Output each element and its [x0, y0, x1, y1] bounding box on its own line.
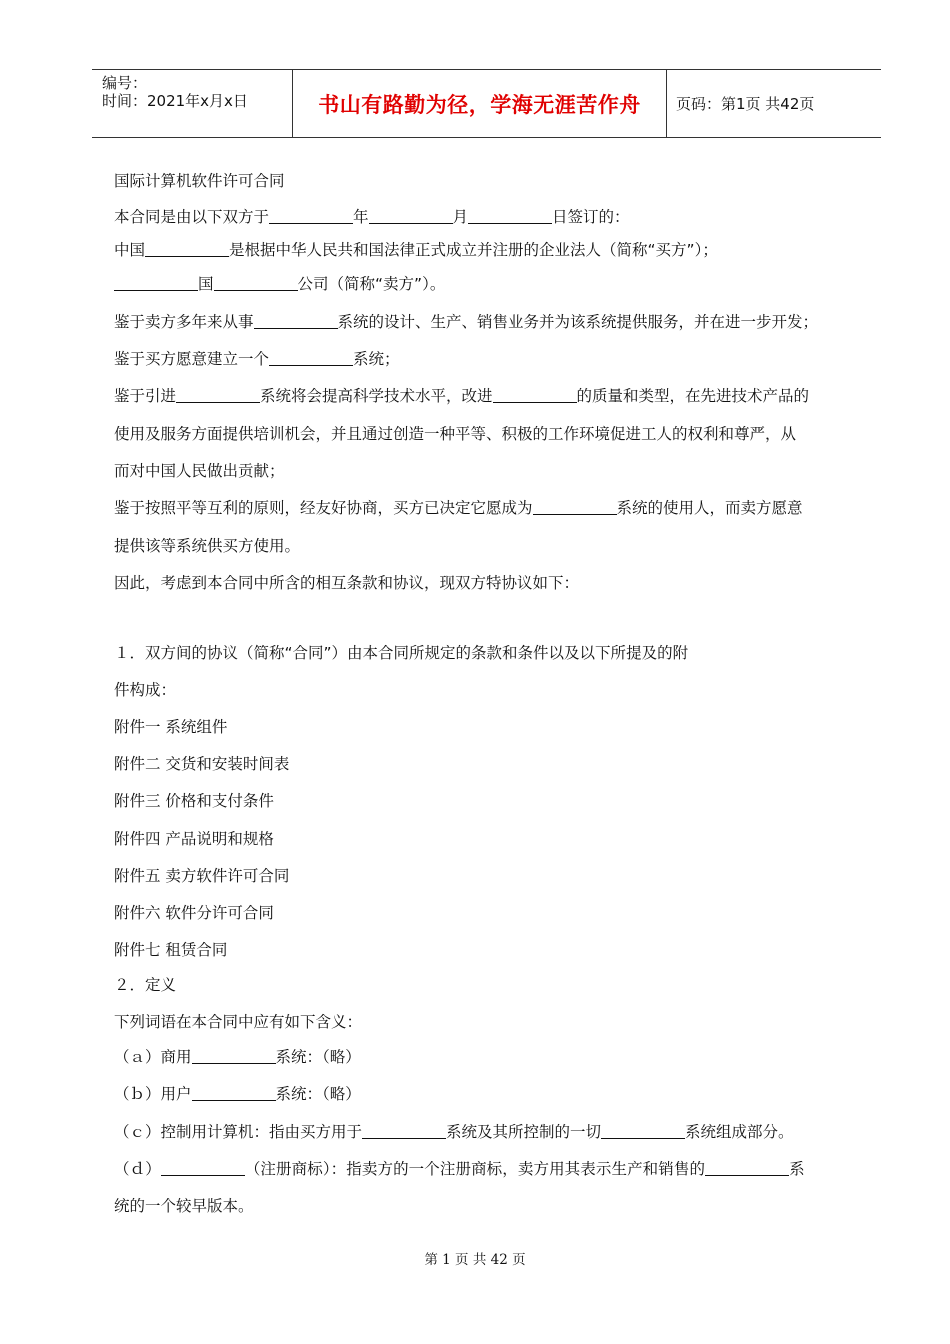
motto-text: 书山有路勤为径，学海无涯苦作舟: [318, 91, 641, 117]
blank-underline: [192, 1047, 276, 1064]
contract-line: [114, 903, 274, 923]
contract-line: [114, 1196, 254, 1216]
contract-line: [114, 1084, 361, 1104]
line-text: 系统：（略）: [275, 1085, 361, 1103]
line-text: 鉴于按照平等互利的原则，经友好协商，买方已决定它愿成为: [114, 499, 533, 517]
contract-line: [114, 498, 803, 518]
contract-line: [114, 424, 796, 444]
contract-line: [114, 791, 274, 811]
blank-underline: [269, 207, 353, 224]
header-meta: [92, 70, 292, 137]
line-text: （ｂ）用户: [114, 1085, 192, 1103]
line-text: 因此，考虑到本合同中所含的相互条款和协议，现双方特协议如下：: [114, 574, 580, 592]
blank-underline: [192, 1084, 276, 1101]
blank-underline: [369, 207, 453, 224]
line-text: 日签订的：: [552, 208, 630, 226]
contract-line: [114, 940, 227, 960]
line-text: 是根据中华人民共和国法律正式成立并注册的企业法人（简称“买方”）；: [229, 241, 718, 259]
contract-line: [114, 274, 445, 294]
line-text: 系统：（略）: [275, 1048, 361, 1066]
line-text: （ａ）商用: [114, 1048, 192, 1066]
line-text: 系统组成部分。: [685, 1123, 794, 1141]
blank-underline: [176, 386, 260, 403]
line-text: 鉴于买方愿意建立一个: [114, 350, 270, 368]
line-text: 鉴于引进: [114, 387, 177, 405]
line-text: 提供该等系统供买方使用。: [114, 537, 301, 555]
blank-underline: [269, 349, 353, 366]
line-text: 使用及服务方面提供培训机会，并且通过创造一种平等、积极的工作环境促进工人的权利和尊严，从: [114, 425, 797, 443]
line-text: １．双方间的协议（简称“合同”）由本合同所规定的条款和条件以及以下所提及的附: [114, 644, 689, 662]
contract-line: [114, 461, 285, 481]
contract-line: [114, 643, 688, 663]
line-text: （注册商标）：指卖方的一个注册商标，卖方用其表示生产和销售的: [244, 1160, 706, 1178]
header-motto-cell: [292, 70, 667, 137]
line-text: （ｄ）: [114, 1160, 161, 1178]
line-text: 系统；: [353, 350, 400, 368]
blank-underline: [705, 1159, 789, 1176]
time-label: 时间：2021年x月x日: [102, 92, 248, 110]
line-text: 附件一 系统组件: [114, 718, 228, 736]
line-text: 统的一个较早版本。: [114, 1197, 254, 1215]
contract-line: [114, 1122, 794, 1142]
contract-line: [114, 975, 176, 995]
line-text: 而对中国人民做出贡献；: [114, 462, 285, 480]
line-text: ２．定义: [114, 976, 177, 994]
line-text: 附件五 卖方软件许可合同: [114, 867, 290, 885]
blank-underline: [214, 274, 298, 291]
line-text: 附件七 租赁合同: [114, 941, 228, 959]
blank-underline: [493, 386, 577, 403]
contract-line: [114, 1047, 361, 1067]
line-text: 公司（简称“卖方”）。: [297, 275, 446, 293]
page-footer: 第 1 页 共 42 页: [424, 1252, 526, 1268]
page-header: [92, 69, 881, 138]
contract-line: [114, 207, 630, 227]
document-title: 国际计算机软件许可合同: [114, 172, 285, 190]
line-text: 附件六 软件分许可合同: [114, 904, 274, 922]
serial-label: 编号：: [102, 74, 148, 92]
line-text: （ｃ）控制用计算机：指由买方用于: [114, 1123, 363, 1141]
line-text: 中国: [114, 241, 146, 259]
line-text: 系统的设计、生产、销售业务并为该系统提供服务，并在进一步开发；: [337, 313, 819, 331]
line-text: 国: [198, 275, 214, 293]
contract-line: [114, 754, 289, 774]
line-text: 系统将会提高科学技术水平，改进: [260, 387, 493, 405]
line-text: 件构成：: [114, 681, 177, 699]
blank-underline: [362, 1122, 446, 1139]
line-text: 鉴于卖方多年来从事: [114, 313, 254, 331]
line-text: 附件三 价格和支付条件: [114, 792, 274, 810]
blank-underline: [114, 274, 198, 291]
line-text: 月: [452, 208, 469, 226]
line-text: 年: [353, 208, 369, 226]
contract-line: [114, 866, 289, 886]
contract-line: [114, 312, 818, 332]
blank-underline: [161, 1159, 245, 1176]
contract-line: [114, 386, 809, 406]
contract-line: [114, 349, 400, 369]
contract-line: [114, 1159, 805, 1179]
line-text: 下列词语在本合同中应有如下含义：: [114, 1013, 363, 1031]
contract-line: [114, 717, 227, 737]
line-text: 系: [789, 1160, 805, 1178]
contract-line: [114, 573, 579, 593]
page-info: 页码：第1页 共42页: [676, 94, 815, 113]
contract-line: [114, 1012, 362, 1032]
contract-line: [114, 680, 176, 700]
line-text: 的质量和类型，在先进技术产品的: [576, 387, 810, 405]
line-text: 附件二 交货和安装时间表: [114, 755, 290, 773]
line-text: 系统的使用人，而卖方愿意: [616, 499, 803, 517]
header-page-cell: [666, 70, 881, 137]
line-text: 系统及其所控制的一切: [446, 1123, 602, 1141]
blank-underline: [533, 498, 617, 515]
line-text: 附件四 产品说明和规格: [114, 830, 274, 848]
contract-line: [114, 536, 300, 556]
blank-underline: [254, 312, 338, 329]
blank-underline: [145, 240, 229, 257]
contract-line: [114, 829, 274, 849]
contract-line: [114, 240, 718, 260]
blank-underline: [468, 207, 552, 224]
blank-underline: [601, 1122, 685, 1139]
line-text: 本合同是由以下双方于: [114, 208, 270, 226]
